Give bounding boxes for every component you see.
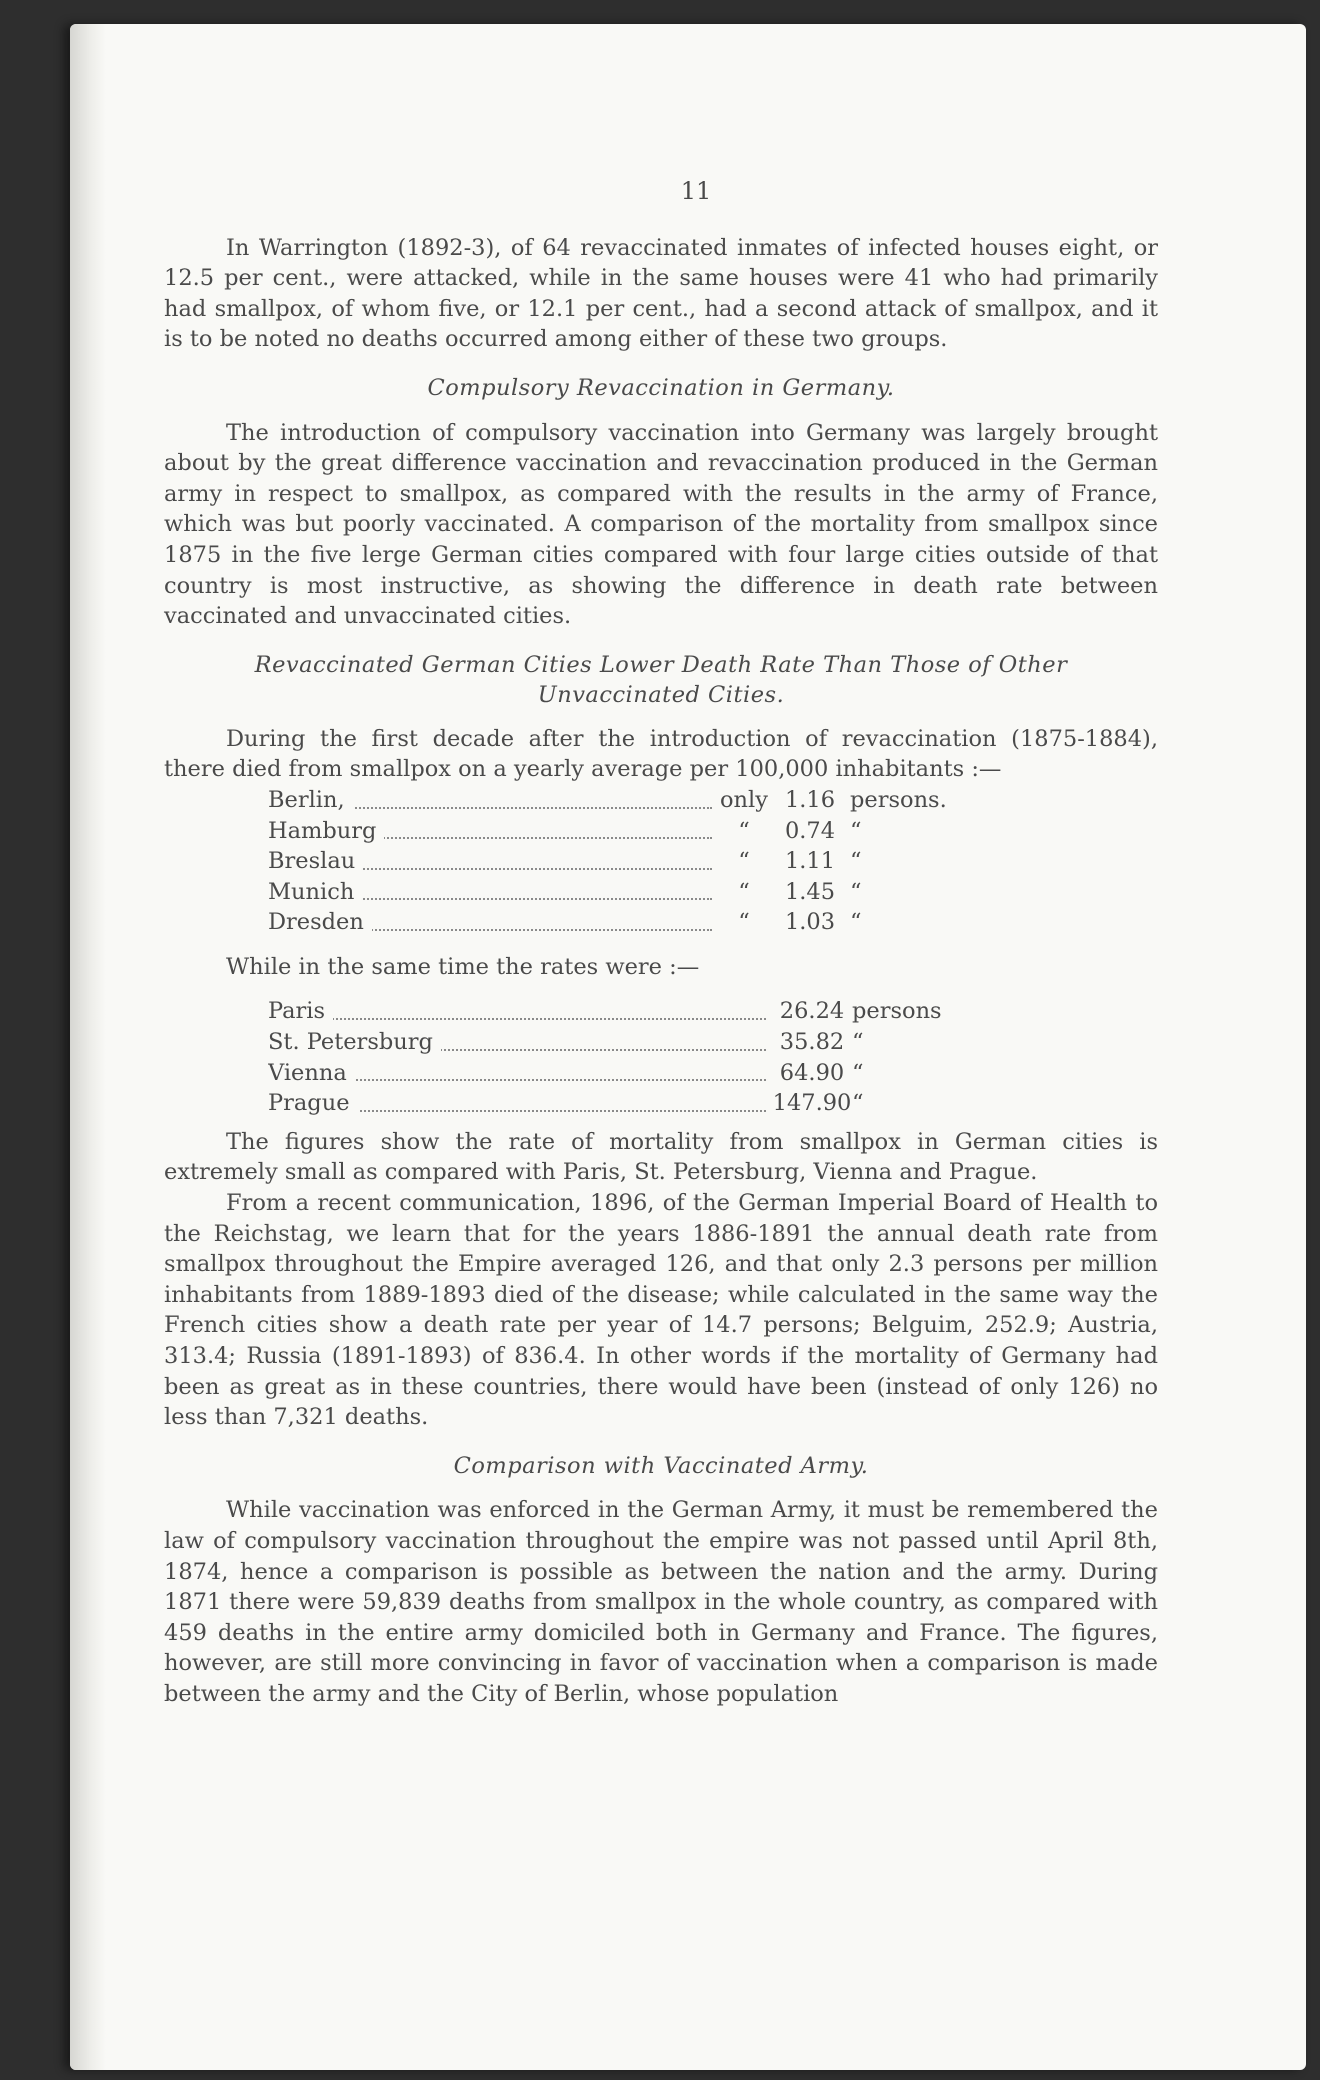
table-row bbox=[268, 816, 947, 847]
heading-revaccinated-cities bbox=[164, 650, 1158, 710]
page-gutter-shadow bbox=[70, 24, 106, 2070]
death-rate: 0.74 bbox=[784, 817, 836, 844]
city-name: Dresden bbox=[268, 909, 372, 935]
death-rate: 26.24 bbox=[779, 998, 845, 1025]
page-content bbox=[164, 176, 1158, 1710]
paragraph-army: While vaccination was enforced in the German Army, it must be remembered the law of compulsory vaccination throughout the empire was not passed until April 8th, 1874, hence a comparison is possible as between the nation and the army. During 1871 there were 59,839 deaths from smallpox in the whole country, as compared with 459 deaths in the entire army domiciled both in Germany and France. The figures, however, are still more convincing in favor of vaccination when a comparison is made between the army and the City of Berlin, whose population bbox=[164, 1497, 1158, 1707]
city-name: Munich bbox=[268, 879, 362, 905]
heading-line-1: Revaccinated German Cities Lower Death Rate Than Those of Other bbox=[254, 651, 1068, 678]
table-row bbox=[268, 907, 947, 938]
city-name: Vienna bbox=[268, 1060, 355, 1086]
city-name: St. Petersburg bbox=[268, 1029, 441, 1055]
paragraph-same-time: While in the same time the rates were :— bbox=[226, 953, 700, 980]
rate-unit: “ bbox=[850, 878, 862, 905]
table-row bbox=[268, 1058, 942, 1089]
table-row bbox=[268, 846, 947, 877]
paragraph-first-decade: During the first decade after the introduction of revaccination (1875-1884), there died from smallpox on a yearly average per 100,000 inhabitants :— bbox=[164, 725, 1158, 783]
death-rate: 35.82 bbox=[779, 1029, 845, 1056]
heading-compulsory-revaccination: Compulsory Revaccination in Germany. bbox=[427, 374, 895, 401]
rate-unit: “ bbox=[852, 1059, 864, 1086]
paragraph-recent-communication: From a recent communication, 1896, of the German Imperial Board of Health to the Reichstag, we learn that for the years 1886-1891 the annual death rate from smallpox throughout the Empire averaged 126, and that only 2.3 persons per million inhabitants from 1889-1893 died of the disease; while calculated in the same way the French cities show a death rate per year of 14.7 persons; Belguim, 252.9; Austria, 313.4; Russia (1891-1893) of 836.4. In other words if the mortality of Germany had been as great as in these countries, there would have been (instead of only 126) no less than 7,321 deaths. bbox=[164, 1190, 1158, 1431]
table-row bbox=[268, 877, 947, 908]
table-row bbox=[268, 1027, 942, 1058]
rate-qualifier: only bbox=[720, 786, 768, 813]
death-rate: 1.16 bbox=[784, 786, 836, 813]
heading-line-2: Unvaccinated Cities. bbox=[537, 681, 785, 708]
death-rate: 147.90 bbox=[772, 1090, 852, 1117]
city-name: Prague bbox=[268, 1090, 358, 1116]
rate-qualifier: “ bbox=[738, 878, 750, 905]
paragraph-figures-show: The figures show the rate of mortality from smallpox in German cities is extremely small as compared with Paris, St. Petersburg, Vienna and Prague. bbox=[164, 1128, 1158, 1186]
table-row bbox=[268, 996, 942, 1027]
rate-qualifier: “ bbox=[738, 909, 750, 936]
scanned-page bbox=[70, 24, 1306, 2070]
paragraph-introduction: The introduction of compulsory vaccination into Germany was largely brought about by the great difference vaccination and revaccination produced in the German army in respect to smallpox, as compared with the results in the army of France, which was but poorly vaccinated. A comparison of the mortality from smallpox since 1875 in the five lerge German cities compared with four large cities outside of that country is most instructive, as showing the difference in death rate between vaccinated and unvaccinated cities. bbox=[164, 419, 1158, 630]
heading-comparison-army: Comparison with Vaccinated Army. bbox=[453, 1452, 869, 1479]
city-name: Hamburg bbox=[268, 818, 384, 844]
rate-unit: “ bbox=[850, 848, 862, 875]
rate-unit: “ bbox=[852, 1029, 864, 1056]
city-name: Breslau bbox=[268, 848, 363, 874]
death-rate: 64.90 bbox=[779, 1059, 845, 1086]
death-rate: 1.03 bbox=[784, 909, 836, 936]
table-row bbox=[268, 785, 947, 816]
rate-unit: persons bbox=[852, 998, 942, 1025]
other-cities-table bbox=[268, 996, 942, 1118]
dot-leader bbox=[268, 1018, 766, 1020]
death-rate: 1.11 bbox=[784, 848, 836, 875]
paragraph-warrington: In Warrington (1892-3), of 64 revaccinated inmates of infected houses eight, or 12.5 per cent., were attacked, while in the same houses were 41 who had primarily had smallpox, of whom five, or 12.1 per cent., had a second attack of smallpox, and it is to be noted no deaths occurred among either of these two groups. bbox=[164, 234, 1158, 353]
city-name: Paris bbox=[268, 998, 333, 1024]
death-rate: 1.45 bbox=[784, 878, 836, 905]
rate-unit: “ bbox=[850, 817, 862, 844]
rate-qualifier: “ bbox=[738, 817, 750, 844]
rate-qualifier: “ bbox=[738, 848, 750, 875]
city-name: Berlin, bbox=[268, 787, 353, 813]
page-number: 11 bbox=[680, 177, 712, 205]
german-cities-table bbox=[268, 785, 947, 938]
rate-unit: “ bbox=[850, 909, 862, 936]
rate-unit: “ bbox=[852, 1090, 864, 1117]
table-row bbox=[268, 1088, 942, 1119]
rate-unit: persons. bbox=[850, 786, 947, 813]
